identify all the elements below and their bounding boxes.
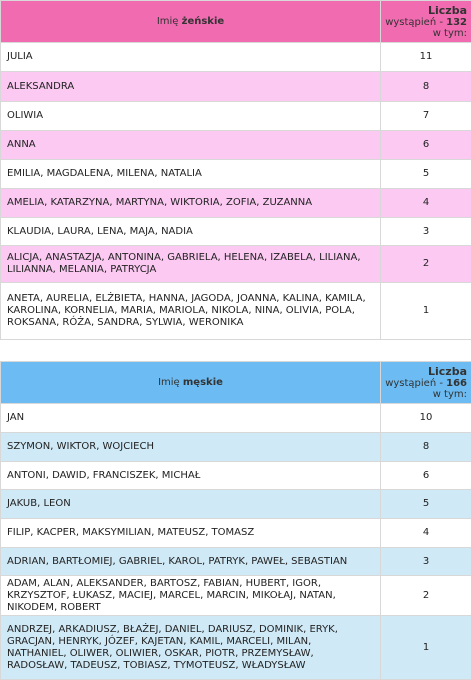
count-cell: 1 — [381, 283, 471, 340]
table-row — [1, 131, 471, 160]
table-row — [1, 283, 471, 340]
table-row — [1, 43, 471, 72]
names-cell: ANTONI, DAWID, FRANCISZEK, MICHAŁ — [1, 462, 381, 490]
count-cell: 8 — [381, 72, 471, 102]
count-cell: 10 — [381, 404, 471, 433]
names-cell: ANETA, AURELIA, ELŻBIETA, HANNA, JAGODA, JOANNA, KALINA, KAMILA, KAROLINA, KORNELIA, MARIA, MARIOLA, NIKOLA, NINA, OLIVIA, POLA, ROKSANA, RÓŻA, SANDRA, SYLWIA, WERONIKA — [1, 283, 381, 340]
table-row — [1, 576, 471, 616]
table-row — [1, 246, 471, 283]
table-row — [1, 616, 471, 680]
count-cell: 2 — [381, 576, 471, 616]
table-row — [1, 519, 471, 548]
table-row — [1, 433, 471, 462]
names-cell: AMELIA, KATARZYNA, MARTYNA, WIKTORIA, ZOFIA, ZUZANNA — [1, 189, 381, 218]
female-name-header: Imię żeńskie — [1, 1, 381, 43]
male-header-row — [1, 362, 471, 404]
table-row — [1, 548, 471, 576]
count-cell: 5 — [381, 160, 471, 189]
names-cell: EMILIA, MAGDALENA, MILENA, NATALIA — [1, 160, 381, 189]
names-cell: ALEKSANDRA — [1, 72, 381, 102]
count-cell: 2 — [381, 246, 471, 283]
female-header-row — [1, 1, 471, 43]
count-cell: 6 — [381, 462, 471, 490]
count-cell: 1 — [381, 616, 471, 680]
table-row — [1, 490, 471, 519]
male-names-table — [0, 361, 471, 680]
names-cell: OLIWIA — [1, 102, 381, 131]
count-cell: 11 — [381, 43, 471, 72]
male-name-header: Imię męskie — [1, 362, 381, 404]
names-cell: ADAM, ALAN, ALEKSANDER, BARTOSZ, FABIAN, HUBERT, IGOR, KRZYSZTOF, ŁUKASZ, MACIEJ, MARCEL, MARCIN, MIKOŁAJ, NATAN, NIKODEM, ROBERT — [1, 576, 381, 616]
table-row — [1, 160, 471, 189]
names-cell: KLAUDIA, LAURA, LENA, MAJA, NADIA — [1, 218, 381, 246]
names-cell: JULIA — [1, 43, 381, 72]
table-row — [1, 404, 471, 433]
table-row — [1, 72, 471, 102]
count-cell: 4 — [381, 519, 471, 548]
count-cell: 4 — [381, 189, 471, 218]
names-cell: ADRIAN, BARTŁOMIEJ, GABRIEL, KAROL, PATRYK, PAWEŁ, SEBASTIAN — [1, 548, 381, 576]
count-cell: 5 — [381, 490, 471, 519]
names-cell: JAKUB, LEON — [1, 490, 381, 519]
names-cell: ANDRZEJ, ARKADIUSZ, BŁAŻEJ, DANIEL, DARIUSZ, DOMINIK, ERYK, GRACJAN, HENRYK, JÓZEF, KAJETAN, KAMIL, MARCELI, MILAN, NATHANIEL, OLIWER, OLIWIER, OSKAR, PIOTR, PRZEMYSŁAW, RADOSŁAW, TADEUSZ, TOBIASZ, TYMOTEUSZ, WŁADYSŁAW — [1, 616, 381, 680]
table-row — [1, 189, 471, 218]
count-cell: 7 — [381, 102, 471, 131]
count-cell: 3 — [381, 218, 471, 246]
table-row — [1, 462, 471, 490]
names-cell: ANNA — [1, 131, 381, 160]
table-row — [1, 218, 471, 246]
count-cell: 6 — [381, 131, 471, 160]
table-row — [1, 102, 471, 131]
count-cell: 3 — [381, 548, 471, 576]
names-cell: FILIP, KACPER, MAKSYMILIAN, MATEUSZ, TOMASZ — [1, 519, 381, 548]
male-count-header: Liczba wystąpień - 166 w tym: — [381, 362, 471, 404]
names-cell: JAN — [1, 404, 381, 433]
female-count-header: Liczba wystąpień - 132 w tym: — [381, 1, 471, 43]
names-cell: ALICJA, ANASTAZJA, ANTONINA, GABRIELA, HELENA, IZABELA, LILIANA, LILIANNA, MELANIA, PATRYCJA — [1, 246, 381, 283]
count-cell: 8 — [381, 433, 471, 462]
names-cell: SZYMON, WIKTOR, WOJCIECH — [1, 433, 381, 462]
